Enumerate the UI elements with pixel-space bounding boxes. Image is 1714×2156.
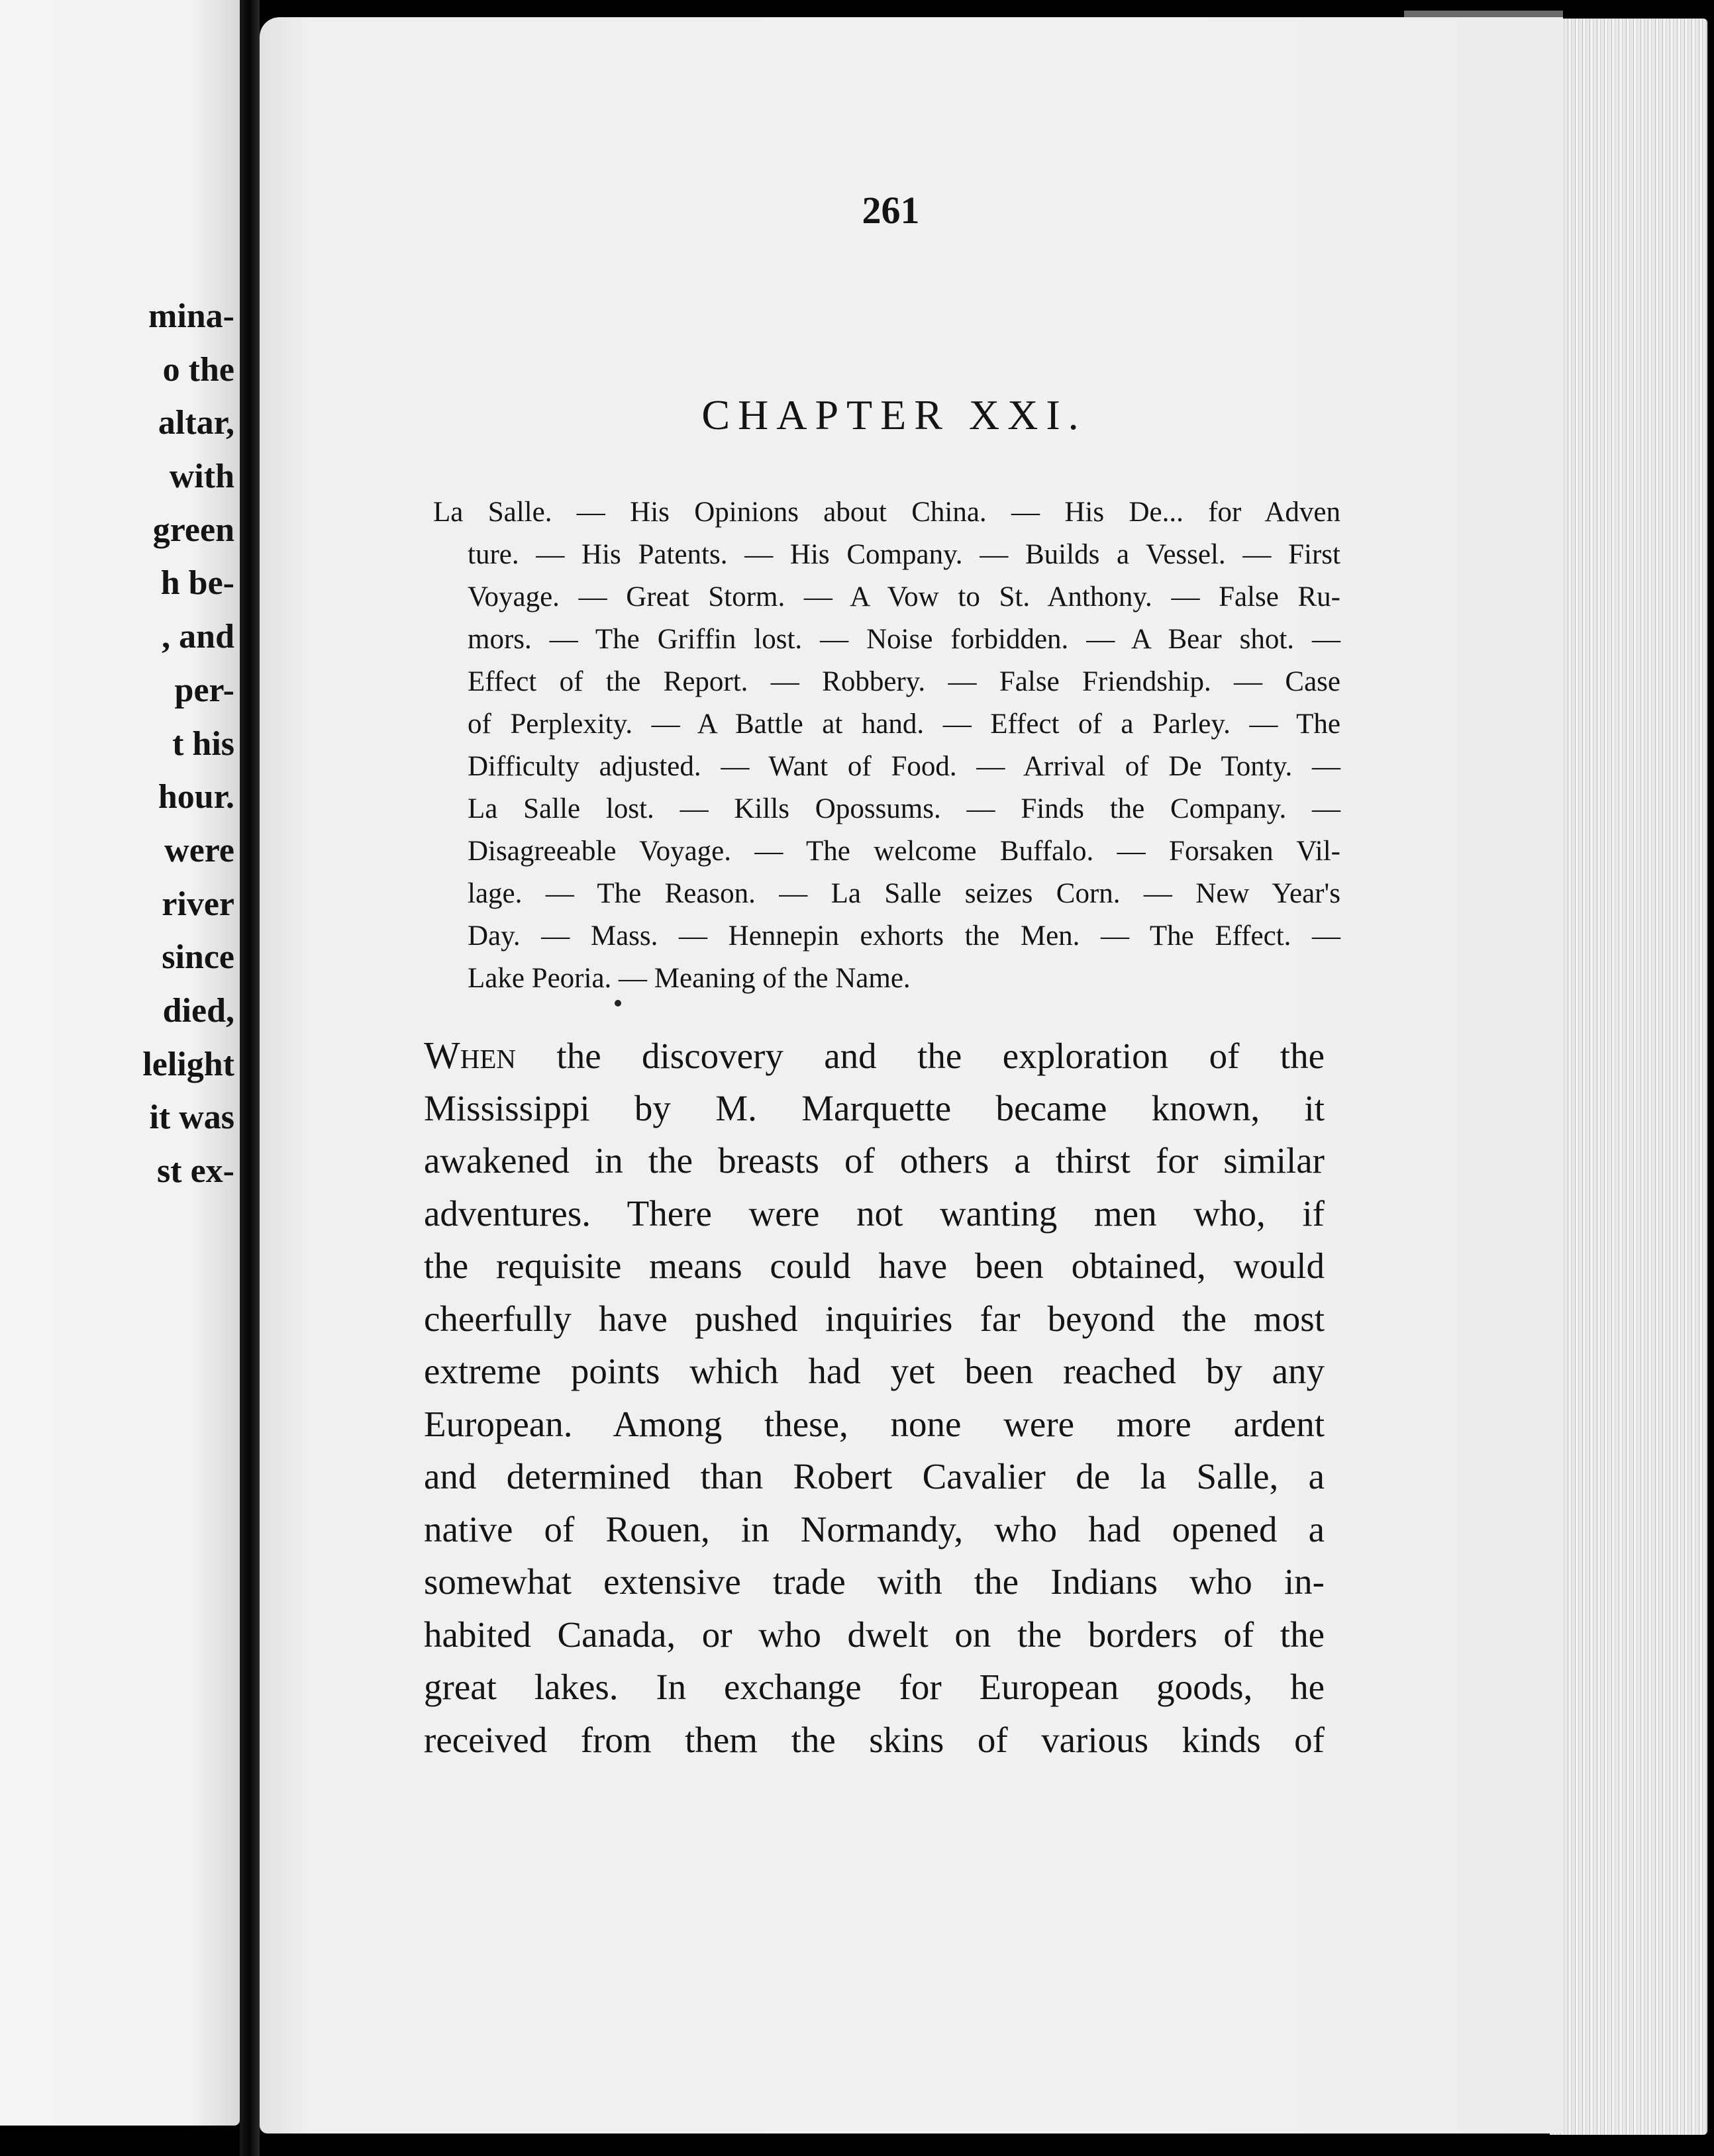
synopsis-line: Day. — Mass. — Hennepin exhorts the Men. — The Effect. — (468, 920, 1340, 952)
body-line: the requisite means could have been obtained, would (424, 1246, 1325, 1286)
body-line: adventures. There were not wanting men who, if (424, 1193, 1325, 1234)
synopsis-line: Lake Peoria. — Meaning of the Name. (468, 963, 911, 994)
body-line: awakened in the breasts of others a thirst for similar (424, 1140, 1325, 1181)
book-gutter (240, 0, 260, 2156)
left-line: o the (162, 350, 234, 389)
left-line: , and (162, 618, 234, 656)
synopsis-line: ture. — His Patents. — His Company. — Builds a Vessel. — First (468, 539, 1340, 570)
body-line: European. Among these, none were more ardent (424, 1403, 1325, 1444)
synopsis-line: Difficulty adjusted. — Want of Food. — Arrival of De Tonty. — (468, 751, 1340, 782)
synopsis-line: Disagreeable Voyage. — The welcome Buffalo. — Forsaken Vil- (468, 836, 1340, 867)
body-text (424, 1029, 1325, 1766)
synopsis-line: mors. — The Griffin lost. — Noise forbidden. — A Bear shot. — (468, 624, 1340, 655)
left-line: lelight (142, 1045, 234, 1083)
body-line: received from them the skins of various kinds of (424, 1719, 1325, 1760)
left-line: it was (149, 1099, 234, 1137)
body-line: and determined than Robert Cavalier de la Salle, a (424, 1456, 1325, 1496)
body-line: native of Rouen, in Normandy, who had opened a (424, 1508, 1325, 1549)
left-facing-page (0, 0, 240, 2126)
left-line: hour. (158, 778, 234, 816)
body-line: Mississippi by M. Marquette became known, it (424, 1087, 1325, 1128)
left-line: h be- (160, 564, 234, 603)
body-line: cheerfully have pushed inquiries far beyond the most (424, 1298, 1325, 1339)
synopsis-line: Voyage. — Great Storm. — A Vow to St. Anthony. — False Ru- (468, 581, 1340, 612)
synopsis-line: lage. — The Reason. — La Salle seizes Corn. — New Year's (468, 878, 1340, 909)
left-line: with (169, 458, 234, 496)
left-line: per- (174, 671, 234, 709)
left-line: green (152, 511, 234, 549)
left-line: died, (162, 991, 234, 1030)
body-line-first (424, 1029, 1325, 1082)
top-edge-strip (1404, 11, 1563, 17)
left-line: st ex- (157, 1152, 234, 1190)
left-line: altar, (158, 404, 234, 442)
body-line: habited Canada, or who dwelt on the borders of the (424, 1614, 1325, 1655)
synopsis-line: La Salle lost. — Kills Opossums. — Finds the Company. — (468, 793, 1340, 824)
left-line: mina- (148, 297, 234, 335)
opening-word: When (424, 1034, 517, 1077)
body-line: somewhat extensive trade with the Indians who in- (424, 1561, 1325, 1602)
chapter-title: CHAPTER XXI. (701, 391, 1087, 438)
page-edges-stack (1550, 19, 1707, 2135)
page-number: 261 (862, 189, 920, 232)
synopsis-line: La Salle. — His Opinions about China. — His De... for Adven (433, 497, 1340, 528)
left-page-text-fragments (0, 290, 234, 1199)
chapter-synopsis (433, 491, 1340, 1000)
ornament-dot (615, 1000, 621, 1006)
body-line-first-rest: the discovery and the exploration of the (516, 1036, 1325, 1076)
left-line: were (164, 831, 234, 869)
left-line: river (162, 885, 234, 923)
synopsis-line: of Perplexity. — A Battle at hand. — Effect of a Parley. — The (468, 709, 1340, 740)
body-line: great lakes. In exchange for European goods, he (424, 1667, 1325, 1707)
left-line: since (162, 938, 234, 977)
body-line: extreme points which had yet been reached by any (424, 1351, 1325, 1391)
left-line: t his (172, 724, 234, 763)
synopsis-line: Effect of the Report. — Robbery. — False Friendship. — Case (468, 666, 1340, 697)
